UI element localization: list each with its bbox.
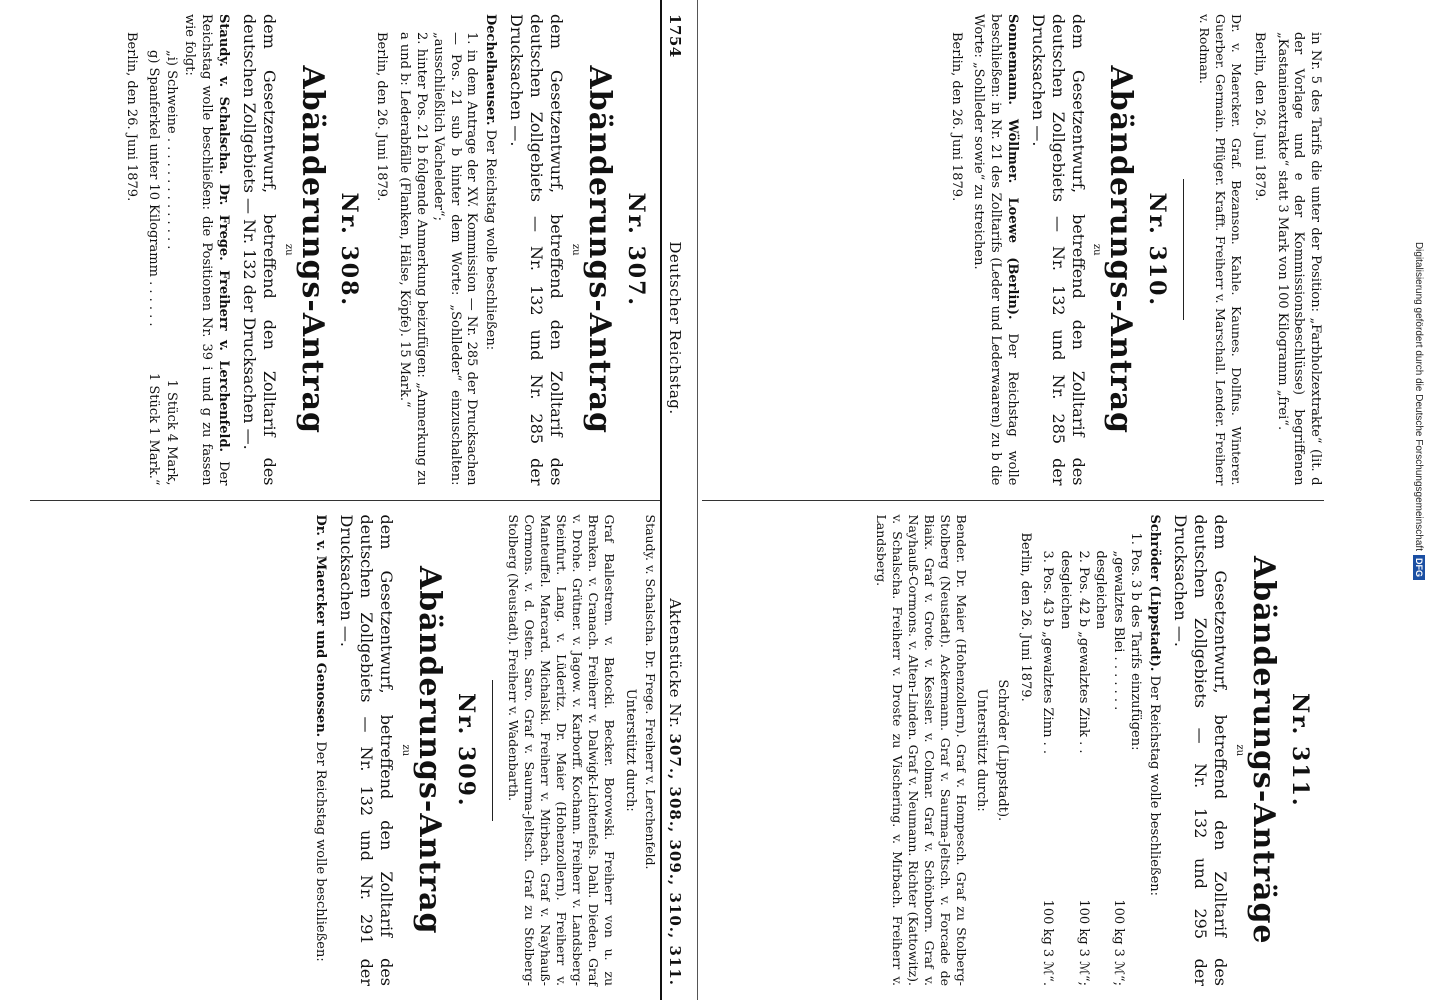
dfg-logo: DFG	[1413, 555, 1425, 580]
running-head-numbers: 307., 308., 309., 310., 311.	[666, 733, 684, 986]
motion-intro-307: Dechelhaeuser. Der Reichstag wolle beschließen:	[483, 14, 499, 351]
dfg-text: Digitalisierung gefördert durch die Deutsche Forschungsgemeinschaft	[1413, 241, 1425, 551]
supported-by-311: Unterstützt durch:	[974, 688, 990, 812]
zu-label: zu	[282, 243, 294, 256]
proposer-308: Staudy. v. Schalscha. Dr. Frege. Freiherr v. Lerchenfeld.	[215, 14, 231, 453]
antrag-heading-308: Abänderungs-Antrag	[294, 65, 330, 434]
motion-item-311-1: 1. Pos. 3 b des Tarifs einzufügen:	[1128, 532, 1144, 751]
entry-number-310: Nr. 310.	[1144, 192, 1171, 308]
zu-label: zu	[569, 243, 581, 256]
supporters-308: Graf Ballestrem. v. Batocki. Becker. Borowski. Freiherr von u. zu Brenken. v. Cranach. Freiherr v. Dalwigk-Lichtenfels. Dahl. Dieden. Graf v. Drohe. Grütner. v. Jagow. v. Karborff. Kochann. Freiherr v. Landsberg-Steinfurt. Lang. v. Lüderitz. Dr. Maier (Hohenzollern). Freiherr v. Manteuffel. Marcard. Michalski. Freiherr v. Mirbach. Graf v. Nayhauß-Cormons. v. d. Osten. Saro. Graf v. Saurma-Jeltsch. Graf zu Stolberg-Stolberg (Neustadt). Freiherr v. Wadenbarth.	[506, 514, 618, 986]
supported-by-308: Unterstützt durch:	[623, 688, 638, 812]
motion-item-307-2: 2. hinter Pos. 21 b folgende Anmerkung beizufügen: „Anmerkung zu a und b: Lederabfälle (Flanken, Hälse, Köpfe). 15 Mark.“	[396, 32, 429, 486]
date-310: Berlin, den 26. Juni 1879.	[948, 32, 964, 202]
motion-intro-309: Dr. v. Maercker und Genossen. Der Reichstag wolle beschließen:	[313, 514, 329, 962]
gesetz-title-309: dem Gesetzentwurf, betreffend den Zolltarif des deutschen Zollgebiets — Nr. 132 und Nr. 291 der Drucksachen —.	[337, 514, 397, 986]
desgleichen-1: desgleichen	[1093, 550, 1109, 630]
gesetz-title-311: dem Gesetzentwurf, betreffend den Zolltarif des deutschen Zollgebiets — Nr. 132 und 295 der Drucksachen —.	[1171, 514, 1231, 986]
supporters-311: Bender. Dr. Maier (Hohenzollern). Graf v. Hompesch. Graf zu Stolberg-Stolberg (Neustadt). Ackermann. Graf v. Saurma-Jeltsch. v. Forcade de Biaix. Graf v. Grote. v. Kessler. v. Colmar. Graf v. Schönborn. Graf v. Nayhauß-Cormons. v. Alten-Linden. Graf v. Neumann. Richter (Kattowitz). v. Schalscha. Freiherr v. Droste zu Vischering. v. Mirbach. Freiherr v. Landsberg.	[873, 514, 969, 986]
gesetz-title-308: dem Gesetzentwurf, betreffend den Zolltarif des deutschen Zollgebiets — Nr. 132 der Drucksachen —.	[239, 14, 279, 486]
motion-item-307-1: 1. in dem Antrage der XV. Kommission — Nr. 285 der Drucksachen — Pos. 21 sub b hinter dem Worte: „Sohlleder“ einzuschalten: „ausschließlich Vacheleder“;	[431, 32, 480, 486]
proposer-310: Sonnemann. Wöllmer. Loewe (Berlin).	[1004, 14, 1020, 320]
motion-intro-308: Staudy. v. Schalscha. Dr. Frege. Freiherr v. Lerchenfeld. Der Reichstag wolle beschließen: die Positionen Nr. 39 i und g zu fassen wie folgt:	[182, 14, 231, 486]
signer-311: Schröder (Lippstadt).	[995, 679, 1011, 822]
desgleichen-2: desgleichen	[1057, 550, 1073, 630]
proposer-307: Dechelhaeuser.	[483, 14, 499, 126]
entry-number-308: Nr. 308.	[335, 192, 362, 308]
section-divider	[492, 680, 493, 821]
date-311: Berlin, den 26. Juni 1879.	[1017, 532, 1033, 702]
entry-number-307: Nr. 307.	[623, 192, 649, 308]
section-divider	[1184, 179, 1185, 320]
proposer-311: Schröder (Lippstadt).	[1147, 514, 1163, 672]
antrag-heading-310: Abänderungs-Antrag	[1103, 65, 1139, 434]
page-half-left	[30, 0, 690, 1000]
column-307-308	[30, 0, 660, 500]
tariff-row-311-1: „gewalztes Blei . . . . . . . 100 kg 3 ℳ“;	[1110, 550, 1126, 986]
entry-number-311: Nr. 311.	[1287, 692, 1313, 808]
tariff-row-308-2: g) Spanferkel unter 10 Kilogramm . . . . . . 1 Stück 1 Mark.“	[146, 50, 162, 486]
antrag-heading-307: Abänderungs-Antrag	[581, 65, 617, 434]
column-309-310	[702, 0, 1324, 500]
signers-309: Dr. v. Maercker. Graf. Bezanson. Kahle. Kaunes. Dollfus. Winterer. Guerber. Germain. Pflüger. Krafft. Freiherr v. Marschall. Lender. Freiherr v. Rodman.	[1197, 14, 1245, 486]
zu-label: zu	[400, 744, 412, 757]
page-number: 1754	[666, 14, 684, 58]
dfg-attribution	[1410, 0, 1428, 1000]
column-308-309	[30, 500, 660, 1000]
page-gutter	[697, 0, 698, 1000]
gesetz-title-310: dem Gesetzentwurf, betreffend den Zolltarif des deutschen Zollgebiets — Nr. 132 und Nr. 285 der Drucksachen —.	[1028, 14, 1088, 486]
signers-308: Staudy. v. Schalscha. Dr. Frege. Freiherr v. Lerchenfeld.	[643, 514, 658, 870]
running-head-title: Deutscher Reichstag.	[666, 241, 684, 415]
motion-intro-310: Sonnemann. Wöllmer. Loewe (Berlin). Der Reichstag wolle beschließen: in Nr. 21 des Zolltarifs (Leder und Lederwaaren) zu b die Worte: „Sohlleder sowie“ zu streichen.	[971, 14, 1020, 486]
entry-number-309: Nr. 309.	[453, 692, 480, 808]
column-311	[702, 500, 1324, 1000]
date-308: Berlin, den 26. Juni 1879.	[123, 32, 139, 202]
tariff-row-311-2: 2. Pos. 42 b „gewalztes Zink . . 100 kg 3 ℳ“;	[1075, 550, 1091, 986]
zu-label: zu	[1233, 744, 1245, 757]
running-head	[660, 0, 690, 1000]
motion-text-309: in Nr. 5 des Tarifs die unter der Position: „Farbholzextrakte“ (lit. d der Vorlage und e der Kommissionsbeschlüsse) begriffenen „Kastanienextrakte“ statt 3 Mark von 100 Kilogramm „frei“.	[1274, 32, 1323, 486]
page-half-right	[702, 0, 1332, 1000]
tariff-row-308-1: „i) Schweine . . . . . . . . . . . . . . 1 Stück 4 Mark,	[163, 50, 179, 486]
antrag-heading-309: Abänderungs-Antrag	[412, 566, 448, 935]
motion-intro-311: Schröder (Lippstadt). Der Reichstag wolle beschließen:	[1147, 514, 1163, 897]
running-head-aktenstueck: Aktenstücke Nr. 307., 308., 309., 310., 311.	[666, 598, 684, 986]
gesetz-title-307: dem Gesetzentwurf, betreffend den Zolltarif des deutschen Zollgebiets — Nr. 132 und Nr. 285 der Drucksachen —.	[507, 14, 567, 486]
date-307: Berlin, den 26. Juni 1879.	[374, 32, 390, 202]
date-309: Berlin, den 26. Juni 1879.	[1252, 32, 1268, 202]
tariff-row-311-3: 3. Pos. 43 b „gewalztes Zinn . . 100 kg 3 ℳ“.	[1040, 550, 1056, 986]
zu-label: zu	[1091, 243, 1103, 256]
proposer-309: Dr. v. Maercker und Genossen.	[313, 514, 329, 738]
antrag-heading-311: Abänderungs-Anträge	[1245, 555, 1281, 945]
